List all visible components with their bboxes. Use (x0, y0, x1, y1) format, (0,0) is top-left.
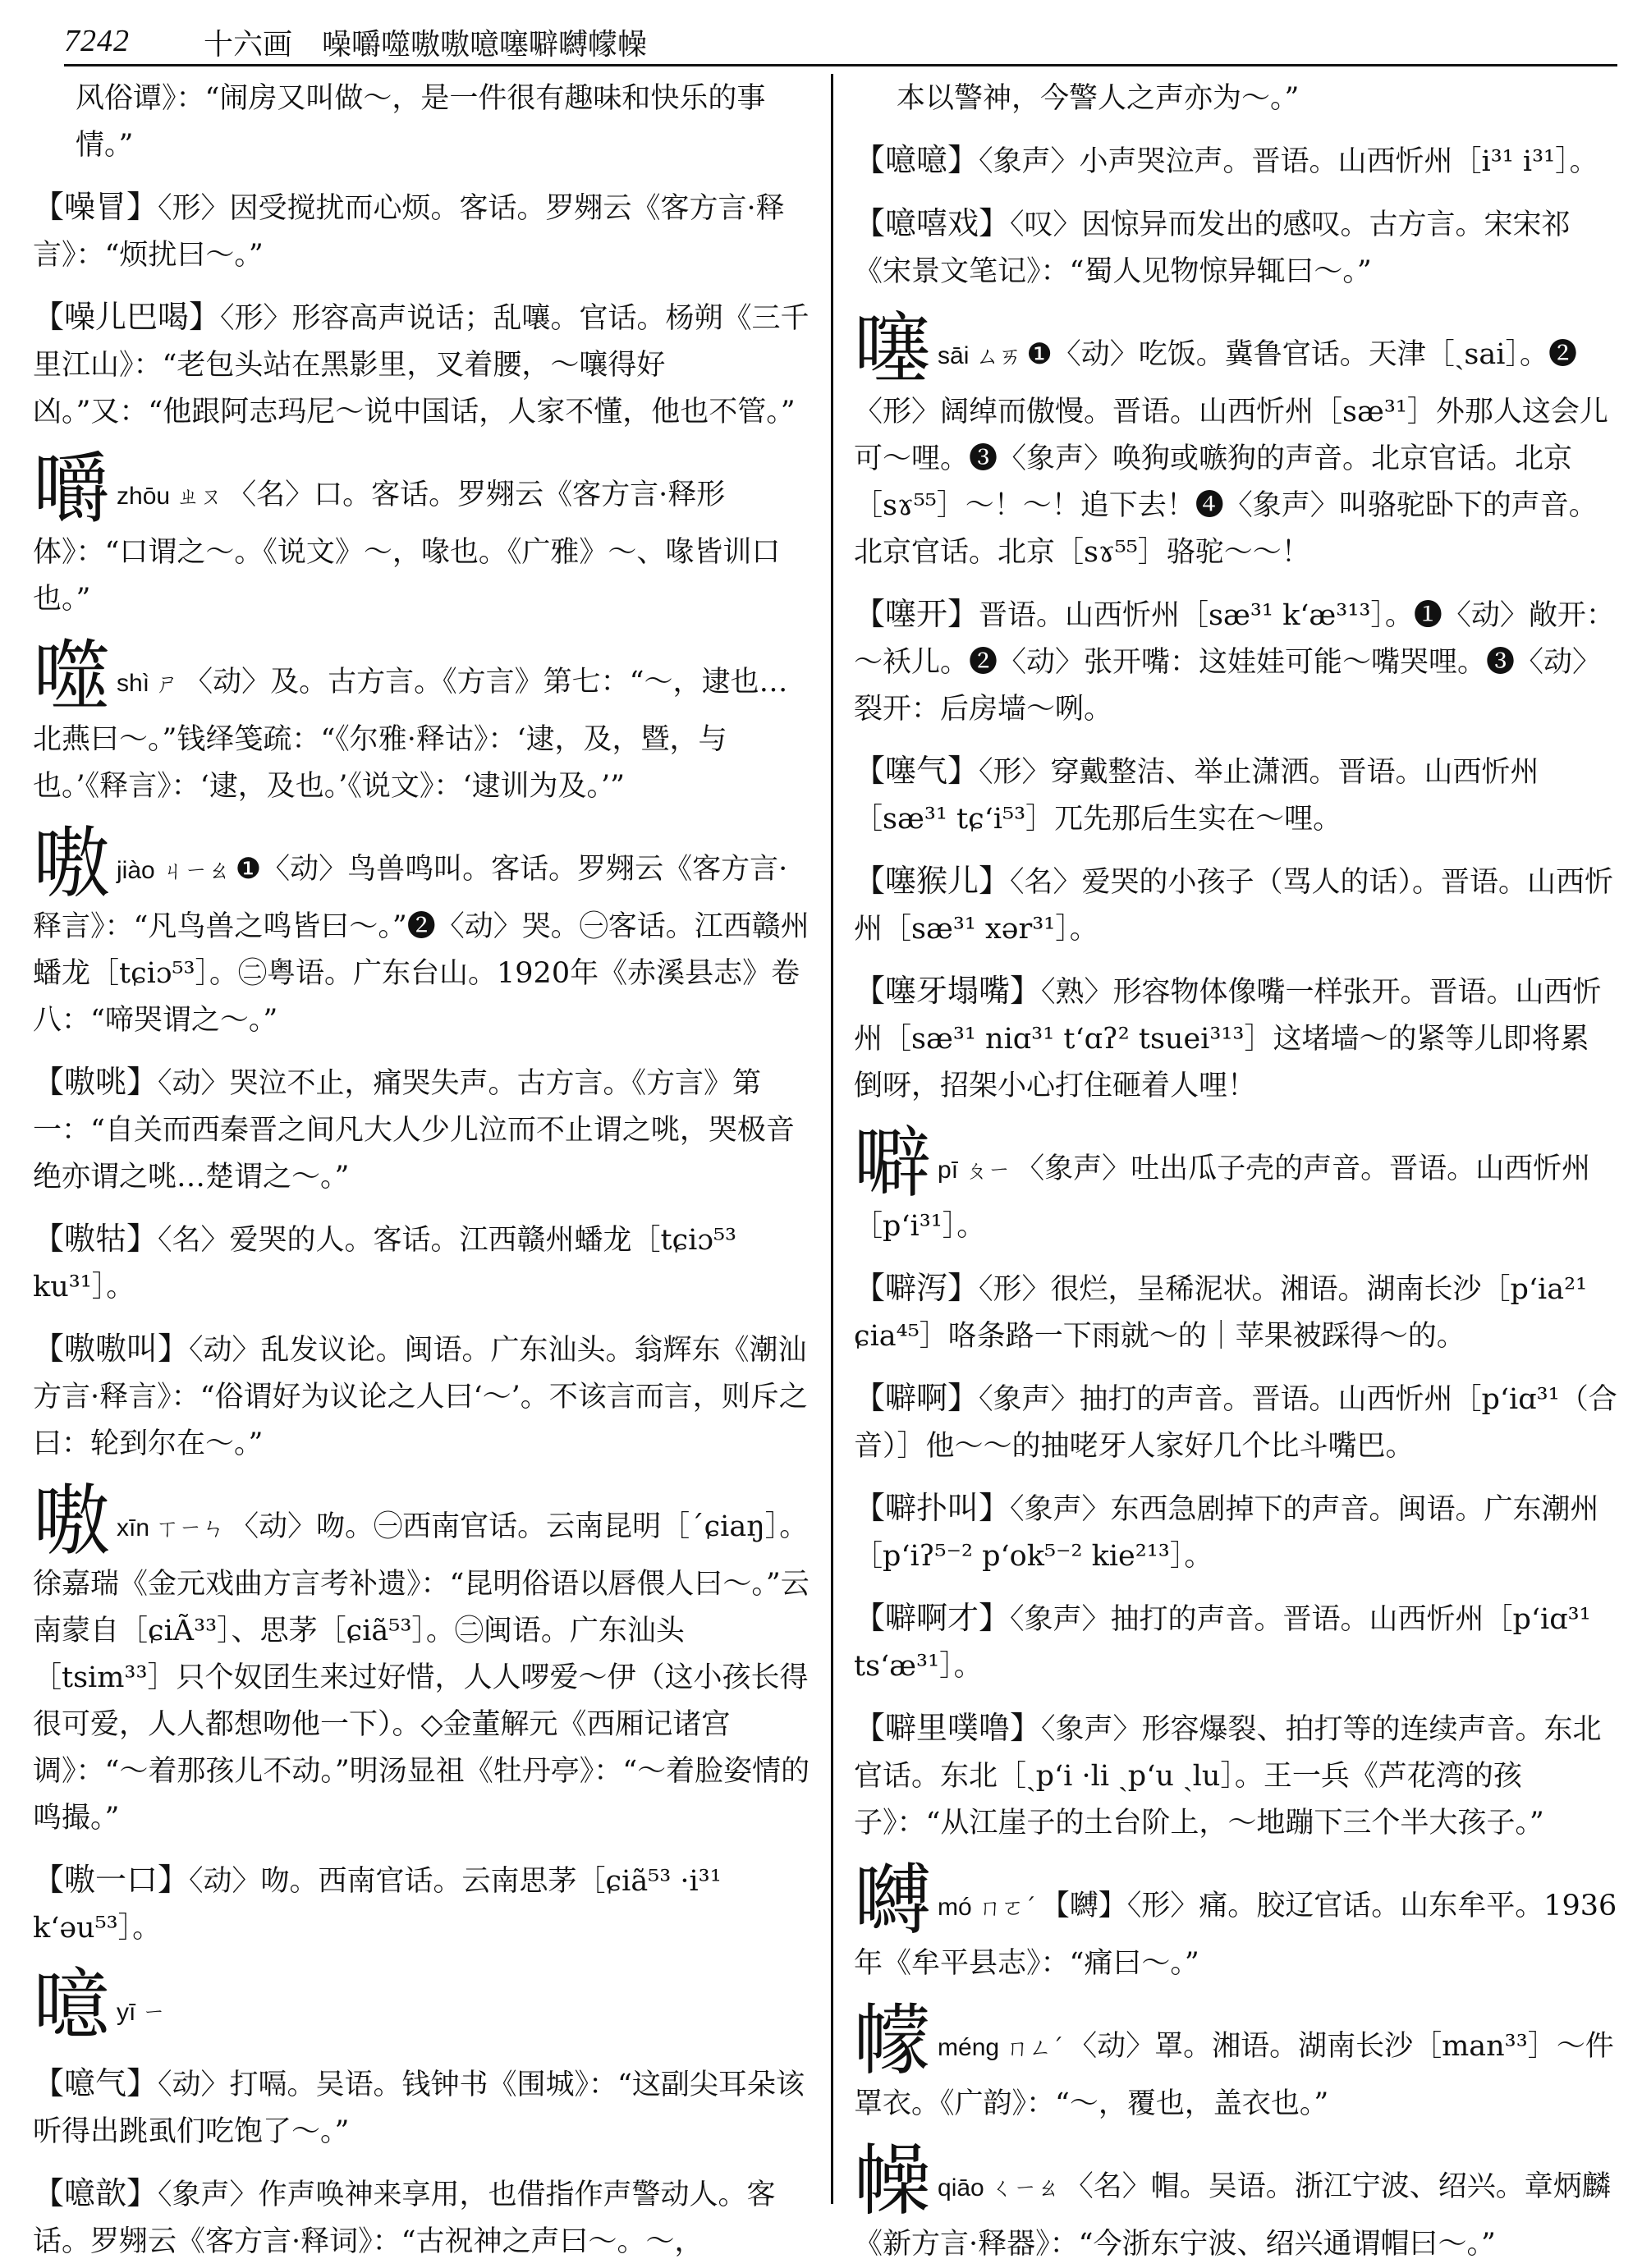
sub-entry-definition: 〈动〉打嗝。吴语。钱钟书《围城》：“这副尖耳朵该听得出跳虱们吃饱了～。” (33, 2069, 805, 2148)
entry-zhuyin: ㄙㄞ (975, 342, 1022, 369)
entry-pinyin: qiāo (938, 2174, 984, 2202)
entry-definition: 【嚩】〈形〉痛。胶辽官话。山东牟平。1936年《牟平县志》：“痛曰～。” (854, 1890, 1617, 1980)
entry-definition: 〈名〉帽。吴语。浙江宁波、绍兴。章炳麟《新方言·释器》：“今浙东宁波、绍兴通谓帽曰～。” (854, 2170, 1611, 2261)
entry-definition: 〈动〉罩。湘语。湖南长沙［man³³］～件罩衣。《广韵》：“～，覆也，盖衣也。” (854, 2030, 1614, 2120)
sub-entry (854, 200, 1617, 296)
sub-entry-head: 【噻开】 (854, 596, 979, 632)
sub-entry (854, 1265, 1617, 1360)
entry-character: 幪 (854, 1996, 932, 2086)
sub-entry-head: 【噫噫】 (854, 142, 979, 178)
character-entry (854, 305, 1617, 576)
sub-entry-definition: 〈象声〉小声哭泣声。晋语。山西忻州［i³¹ i³¹］。 (979, 145, 1598, 178)
left-column (33, 76, 813, 2258)
character-entry (33, 445, 813, 623)
sub-entry (33, 1216, 813, 1311)
entry-character: 嗷 (33, 819, 111, 909)
entry-pinyin: pī (938, 1157, 959, 1184)
entry-definition: 〈名〉口。客话。罗翙云《客方言·释形体》：“口谓之～。《说文》～，喙也。《广雅》～、喙皆训口也。” (33, 479, 781, 616)
entry-character: 噬 (33, 632, 111, 722)
entry-pinyin: mó (938, 1894, 972, 1921)
sub-entry-head: 【噪冒】 (33, 189, 158, 225)
sub-entry-head: 【噼泻】 (854, 1270, 979, 1306)
entry-pinyin: shì (117, 670, 150, 697)
entry-zhuyin: ㄕ (156, 670, 180, 697)
entry-zhuyin: ㄓㄡ (177, 483, 223, 510)
sub-entry-head: 【噪儿巴喝】 (33, 299, 221, 335)
sub-entry-head: 【噫歆】 (33, 2175, 158, 2211)
sub-entry-definition: 〈象声〉东西急剧掉下的声音。闽语。广东潮州［p‘iʔ⁵⁻² p‘ok⁵⁻² kie²¹³］。 (854, 1493, 1599, 1573)
entry-pinyin: zhōu (117, 483, 171, 510)
sub-entry-head: 【噻猴儿】 (854, 863, 1011, 899)
continued-text: 本以警神，今警人之声亦为～。” (897, 82, 1300, 115)
sub-entry-head: 【噫气】 (33, 2065, 158, 2101)
entry-character: 噻 (854, 305, 932, 394)
sub-entry-head: 【噼啊】 (854, 1380, 979, 1416)
entry-pinyin: xīn (117, 1514, 150, 1542)
sub-entry-definition: 〈熟〉形容物体像嘴一样张开。晋语。山西忻州［sæ³¹ niɑ³¹ t‘ɑʔ² tsuei³¹³］这堵墙～的紧等儿即将累倒呀，招架小心打住砸着人哩！ (854, 976, 1602, 1102)
sub-entry-head: 【噼啊才】 (854, 1600, 1011, 1636)
sub-entry (854, 137, 1617, 186)
sub-entry (33, 1857, 813, 1952)
sub-entry (33, 1059, 813, 1201)
sub-entry-head: 【噼里噗噜】 (854, 1710, 1042, 1746)
entry-character: 嚩 (854, 1856, 932, 1945)
sub-entry-definition: 〈名〉爱哭的小孩子（骂人的话）。晋语。山西忻州［sæ³¹ xər³¹］。 (854, 866, 1614, 946)
sub-entry (33, 2170, 813, 2266)
sub-entry-definition: 〈形〉因受搅扰而心烦。客话。罗翙云《客方言·释言》：“烦扰曰～。” (33, 192, 785, 272)
entry-pinyin: jiào (117, 857, 155, 884)
sub-entry (33, 2060, 813, 2156)
sub-entry (854, 858, 1617, 953)
sub-entry-definition: 〈象声〉抽打的声音。晋语。山西忻州［p‘iɑ³¹ ts‘æ³¹］。 (854, 1603, 1591, 1683)
column-divider (831, 74, 833, 2204)
sub-entry-definition: 〈形〉很烂，呈稀泥状。湘语。湖南长沙［p‘ia²¹ ɕia⁴⁵］咯条路一下雨就～的｜苹果被踩得～的。 (854, 1273, 1588, 1353)
entry-zhuyin: ㄇㄥˊ (1006, 2034, 1064, 2061)
character-entry (33, 1477, 813, 1842)
sub-entry (854, 591, 1617, 733)
sub-entry (33, 184, 813, 279)
entry-character: 幧 (854, 2137, 932, 2226)
sub-entry-definition: 〈动〉哭泣不止，痛哭失声。古方言。《方言》第一：“自关而西秦晋之间凡大人少儿泣而不止谓之咷，哭极音绝亦谓之咷…楚谓之～。” (33, 1067, 795, 1194)
sub-entry-head: 【嗷牯】 (33, 1221, 158, 1257)
character-entry (33, 819, 813, 1044)
entry-character: 噼 (854, 1119, 932, 1208)
character-entry (854, 1856, 1617, 1987)
sub-entry (854, 1595, 1617, 1690)
sub-entry (854, 1705, 1617, 1847)
sub-entry-head: 【噻气】 (854, 753, 979, 789)
continued-text: 风俗谭》：“闹房又叫做～，是一件很有趣味和快乐的事情。” (76, 82, 766, 162)
entry-character: 嗷 (33, 1477, 111, 1566)
sub-entry-head: 【嗷嗷叫】 (33, 1331, 190, 1367)
entry-character: 嚼 (33, 445, 111, 534)
character-entry (854, 2137, 1617, 2268)
sub-entry-definition: 〈象声〉形容爆裂、拍打等的连续声音。东北官话。东北［ˏp‘i ·li ˏp‘u ˏlu］。王一兵《芦花湾的孩子》：“从江崖子的土台阶上，～地蹦下三个半大孩子。” (854, 1713, 1602, 1840)
entry-zhuyin: ㄆㄧ (965, 1157, 1011, 1184)
entry-zhuyin: ㄐㄧㄠ (161, 857, 231, 884)
entry-definition: 〈象声〉吐出瓜子壳的声音。晋语。山西忻州［p‘i³¹］。 (854, 1152, 1591, 1243)
sub-entry-definition: 〈动〉乱发议论。闽语。广东汕头。翁辉东《潮汕方言·释言》：“俗谓好为议论之人曰‘～’。不该言而言，则斥之曰：轮到尔在～。” (33, 1334, 808, 1460)
entry-pinyin: sāi (938, 342, 970, 369)
sub-entry-definition: 〈象声〉作声唤神来享用，也借指作声警动人。客话。罗翙云《客方言·释词》：“古祝神之声曰～。～， (33, 2179, 776, 2258)
right-column (854, 76, 1617, 2261)
character-entry (854, 1119, 1617, 1250)
sub-entry-definition: 〈动〉吻。西南官话。云南思茅［ɕiã⁵³ ·i³¹ k‘əu⁵³］。 (33, 1865, 722, 1945)
page-header (64, 15, 1608, 64)
running-head: 十六画 噪嚼噬嗷嗷噫噻噼嚩幪幧 (204, 28, 648, 62)
sub-entry-head: 【嗷咷】 (33, 1064, 158, 1100)
sub-entry (854, 748, 1617, 843)
entry-character: 噫 (33, 1961, 111, 2050)
sub-entry (854, 1485, 1617, 1580)
sub-entry (33, 1326, 813, 1468)
entry-zhuyin: ㄑㄧㄠ (990, 2174, 1060, 2202)
entry-definition: 〈动〉及。古方言。《方言》第七：“～，逮也…北燕曰～。”钱绎笺疏：“《尔雅·释诂》：‘逮，及，暨，与也。’《释言》：‘逮，及也。’《说文》：‘逮训为及。’” (33, 666, 788, 803)
sub-entry-definition: 〈叹〉因惊异而发出的感叹。古方言。宋宋祁《宋景文笔记》：“蜀人见物惊异辄曰～。” (854, 208, 1571, 288)
sub-entry-head: 【噼扑叫】 (854, 1490, 1011, 1526)
entry-definition: ❶〈动〉鸟兽鸣叫。客话。罗翙云《客方言·释言》：“凡鸟兽之鸣皆曰～。”❷〈动〉哭。㊀客话。江西赣州蟠龙［tɕiɔ⁵³］。㊁粤语。广东台山。1920年《赤溪县志》卷八：“啼哭谓之～。” (33, 853, 810, 1037)
sub-entry (33, 294, 813, 436)
page-number: 7242 (64, 24, 130, 58)
sub-entry-definition: 〈形〉穿戴整洁、举止潇洒。晋语。山西忻州［sæ³¹ tɕ‘i⁵³］兀先那后生实在～哩。 (854, 756, 1539, 836)
sub-entry-definition: 晋语。山西忻州［sæ³¹ k‘æ³¹³］。❶〈动〉敞开：～袄儿。❷〈动〉张开嘴：这娃娃可能～嘴哭哩。❸〈动〉裂开：后房墙～咧。 (854, 599, 1615, 726)
sub-entry-definition: 〈形〉形容高声说话；乱嚷。官话。杨朔《三千里江山》：“老包头站在黑影里，叉着腰，～嚷得好凶。”又：“他跟阿志玛尼～说中国话，人家不懂，他也不管。” (33, 302, 810, 428)
sub-entry-head: 【噫嘻戏】 (854, 205, 1011, 241)
entry-zhuyin: ㄧ (142, 1999, 166, 2026)
character-entry (854, 1996, 1617, 2128)
entry-pinyin: yī (117, 1999, 136, 2026)
entry-definition: ❶〈动〉吃饭。冀鲁官话。天津［ˏsai］。❷〈形〉阔绰而傲慢。晋语。山西忻州［sæ³¹］外那人这会儿可～哩。❸〈象声〉唤狗或嗾狗的声音。北京官话。北京［sɤ⁵⁵］～！～！追下去！❹〈象声〉叫骆驼卧下的声音。北京官话。北京［sɤ⁵⁵］骆驼～～！ (854, 338, 1608, 569)
entry-zhuyin: ㄒㄧㄣ (156, 1514, 226, 1542)
character-entry (33, 632, 813, 810)
sub-entry-definition: 〈象声〉抽打的声音。晋语。山西忻州［p‘iɑ³¹（合音）］他～～的抽咾牙人家好几个比斗嘴巴。 (854, 1383, 1617, 1463)
sub-entry (854, 1375, 1617, 1470)
header-rule (64, 64, 1617, 66)
sub-entry-definition: 〈名〉爱哭的人。客话。江西赣州蟠龙［tɕiɔ⁵³ ku³¹］。 (33, 1224, 737, 1304)
entry-definition: 〈动〉吻。㊀西南官话。云南昆明［ˊɕiaŋ］。徐嘉瑞《金元戏曲方言考补遗》：“昆明俗语以唇偎人曰～。”云南蒙自［ɕiÃ³³］、思茅［ɕiã⁵³］。㊁闽语。广东汕头［tsim³³］只个奴囝生来过好惜，人人啰爱～伊（这小孩长得很可爱，人人都想吻他一下）。◇金董解元《西厢记诸宫调》：“～着那孩儿不动。”明汤显祖《牡丹亭》：“～着脸姿情的鸣撮。” (33, 1510, 810, 1835)
character-entry (33, 1961, 813, 2050)
sub-entry-head: 【噻牙塌嘴】 (854, 973, 1042, 1009)
sub-entry (854, 968, 1617, 1110)
sub-entry-head: 【嗷一口】 (33, 1862, 190, 1898)
entry-pinyin: méng (938, 2034, 1000, 2061)
entry-zhuyin: ㄇㄛˊ (978, 1894, 1036, 1921)
